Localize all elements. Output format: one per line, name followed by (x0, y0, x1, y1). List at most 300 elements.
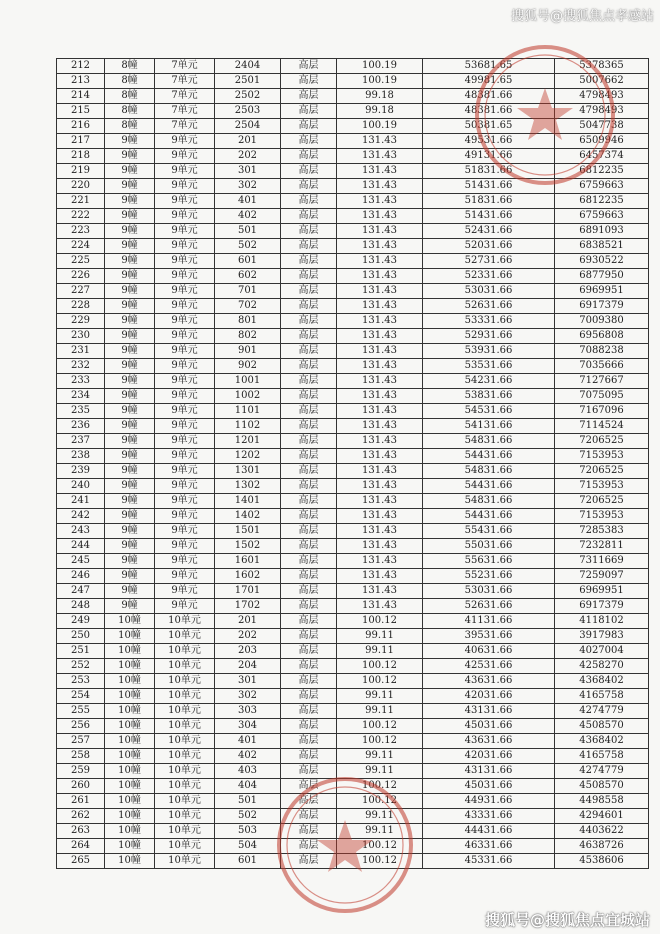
row-number-cell: 256 (57, 719, 105, 734)
building-cell: 9幢 (105, 359, 155, 374)
building-cell: 9幢 (105, 269, 155, 284)
unit-cell: 7单元 (155, 74, 215, 89)
table-row (57, 464, 649, 479)
unit-cell: 9单元 (155, 569, 215, 584)
unit-price-cell: 52931.66 (423, 329, 555, 344)
unit-cell: 9单元 (155, 419, 215, 434)
total-price-cell: 6917379 (555, 599, 649, 614)
building-cell: 8幢 (105, 89, 155, 104)
unit-price-cell: 52031.66 (423, 239, 555, 254)
total-price-cell: 4798493 (555, 104, 649, 119)
row-number-cell: 250 (57, 629, 105, 644)
table-row (57, 329, 649, 344)
area-cell: 131.43 (337, 434, 423, 449)
building-type-cell: 高层 (281, 749, 337, 764)
building-cell: 9幢 (105, 404, 155, 419)
unit-cell: 10单元 (155, 749, 215, 764)
unit-cell: 9单元 (155, 194, 215, 209)
area-cell: 131.43 (337, 179, 423, 194)
unit-cell: 9单元 (155, 134, 215, 149)
unit-cell: 7单元 (155, 119, 215, 134)
room-number-cell: 1002 (215, 389, 281, 404)
row-number-cell: 229 (57, 314, 105, 329)
row-number-cell: 245 (57, 554, 105, 569)
unit-cell: 10单元 (155, 644, 215, 659)
row-number-cell: 231 (57, 344, 105, 359)
room-number-cell: 501 (215, 794, 281, 809)
building-cell: 9幢 (105, 374, 155, 389)
building-type-cell: 高层 (281, 539, 337, 554)
building-cell: 9幢 (105, 194, 155, 209)
building-type-cell: 高层 (281, 59, 337, 74)
table-row (57, 854, 649, 869)
unit-cell: 9单元 (155, 539, 215, 554)
total-price-cell: 7009380 (555, 314, 649, 329)
total-price-cell: 4118102 (555, 614, 649, 629)
building-type-cell: 高层 (281, 644, 337, 659)
unit-cell: 10单元 (155, 659, 215, 674)
table-row (57, 824, 649, 839)
room-number-cell: 1202 (215, 449, 281, 464)
room-number-cell: 202 (215, 629, 281, 644)
area-cell: 131.43 (337, 524, 423, 539)
building-type-cell: 高层 (281, 824, 337, 839)
table-row (57, 119, 649, 134)
total-price-cell: 6457374 (555, 149, 649, 164)
unit-cell: 7单元 (155, 59, 215, 74)
building-cell: 9幢 (105, 179, 155, 194)
building-cell: 8幢 (105, 104, 155, 119)
area-cell: 100.19 (337, 119, 423, 134)
area-cell: 131.43 (337, 359, 423, 374)
building-cell: 10幢 (105, 719, 155, 734)
building-type-cell: 高层 (281, 239, 337, 254)
row-number-cell: 217 (57, 134, 105, 149)
area-cell: 131.43 (337, 464, 423, 479)
building-cell: 9幢 (105, 329, 155, 344)
table-row (57, 164, 649, 179)
building-cell: 9幢 (105, 554, 155, 569)
unit-cell: 10单元 (155, 704, 215, 719)
unit-cell: 9单元 (155, 374, 215, 389)
unit-price-cell: 43331.66 (423, 809, 555, 824)
room-number-cell: 1301 (215, 464, 281, 479)
total-price-cell: 4538606 (555, 854, 649, 869)
building-cell: 10幢 (105, 824, 155, 839)
unit-price-cell: 43131.66 (423, 764, 555, 779)
room-number-cell: 2501 (215, 74, 281, 89)
unit-cell: 9单元 (155, 584, 215, 599)
row-number-cell: 214 (57, 89, 105, 104)
unit-price-cell: 44431.66 (423, 824, 555, 839)
building-type-cell: 高层 (281, 179, 337, 194)
row-number-cell: 230 (57, 329, 105, 344)
unit-price-cell: 39531.66 (423, 629, 555, 644)
building-cell: 10幢 (105, 734, 155, 749)
room-number-cell: 602 (215, 269, 281, 284)
unit-price-cell: 51431.66 (423, 209, 555, 224)
building-cell: 9幢 (105, 584, 155, 599)
area-cell: 131.43 (337, 314, 423, 329)
total-price-cell: 4798493 (555, 89, 649, 104)
building-cell: 9幢 (105, 314, 155, 329)
table-row (57, 509, 649, 524)
area-cell: 131.43 (337, 269, 423, 284)
room-number-cell: 301 (215, 164, 281, 179)
unit-cell: 10单元 (155, 794, 215, 809)
table-row (57, 269, 649, 284)
room-number-cell: 504 (215, 839, 281, 854)
room-number-cell: 404 (215, 779, 281, 794)
unit-cell: 9单元 (155, 254, 215, 269)
building-type-cell: 高层 (281, 584, 337, 599)
area-cell: 131.43 (337, 539, 423, 554)
total-price-cell: 4027004 (555, 644, 649, 659)
area-cell: 131.43 (337, 299, 423, 314)
row-number-cell: 241 (57, 494, 105, 509)
total-price-cell: 4368402 (555, 734, 649, 749)
table-row (57, 89, 649, 104)
row-number-cell: 232 (57, 359, 105, 374)
price-table (56, 58, 649, 869)
building-type-cell: 高层 (281, 134, 337, 149)
area-cell: 131.43 (337, 494, 423, 509)
area-cell: 100.12 (337, 719, 423, 734)
total-price-cell: 7153953 (555, 479, 649, 494)
row-number-cell: 257 (57, 734, 105, 749)
table-row (57, 674, 649, 689)
building-cell: 9幢 (105, 164, 155, 179)
area-cell: 131.43 (337, 374, 423, 389)
unit-price-cell: 41131.66 (423, 614, 555, 629)
table-row (57, 389, 649, 404)
building-type-cell: 高层 (281, 209, 337, 224)
table-row (57, 374, 649, 389)
room-number-cell: 1302 (215, 479, 281, 494)
room-number-cell: 1401 (215, 494, 281, 509)
unit-price-cell: 55031.66 (423, 539, 555, 554)
unit-cell: 9单元 (155, 389, 215, 404)
row-number-cell: 228 (57, 299, 105, 314)
area-cell: 100.12 (337, 734, 423, 749)
building-cell: 9幢 (105, 344, 155, 359)
table-row (57, 494, 649, 509)
total-price-cell: 7206525 (555, 494, 649, 509)
unit-price-cell: 42031.66 (423, 689, 555, 704)
building-type-cell: 高层 (281, 329, 337, 344)
building-type-cell: 高层 (281, 659, 337, 674)
unit-price-cell: 50381.65 (423, 119, 555, 134)
unit-price-cell: 48381.66 (423, 89, 555, 104)
room-number-cell: 204 (215, 659, 281, 674)
total-price-cell: 5378365 (555, 59, 649, 74)
room-number-cell: 802 (215, 329, 281, 344)
row-number-cell: 213 (57, 74, 105, 89)
room-number-cell: 1101 (215, 404, 281, 419)
area-cell: 131.43 (337, 284, 423, 299)
building-cell: 10幢 (105, 779, 155, 794)
unit-cell: 9单元 (155, 164, 215, 179)
unit-cell: 10单元 (155, 839, 215, 854)
room-number-cell: 401 (215, 194, 281, 209)
building-type-cell: 高层 (281, 404, 337, 419)
room-number-cell: 2503 (215, 104, 281, 119)
watermark-top: 搜狐号@搜狐焦点孝感站 (510, 9, 654, 24)
table-row (57, 179, 649, 194)
room-number-cell: 402 (215, 749, 281, 764)
building-type-cell: 高层 (281, 569, 337, 584)
unit-cell: 9单元 (155, 329, 215, 344)
unit-cell: 9单元 (155, 494, 215, 509)
room-number-cell: 601 (215, 854, 281, 869)
room-number-cell: 203 (215, 644, 281, 659)
area-cell: 131.43 (337, 449, 423, 464)
total-price-cell: 7206525 (555, 434, 649, 449)
room-number-cell: 304 (215, 719, 281, 734)
total-price-cell: 7259097 (555, 569, 649, 584)
total-price-cell: 7311669 (555, 554, 649, 569)
table-row (57, 779, 649, 794)
table-row (57, 134, 649, 149)
unit-price-cell: 54531.66 (423, 404, 555, 419)
building-cell: 9幢 (105, 134, 155, 149)
total-price-cell: 4258270 (555, 659, 649, 674)
room-number-cell: 902 (215, 359, 281, 374)
area-cell: 131.43 (337, 584, 423, 599)
table-row (57, 359, 649, 374)
table-row (57, 299, 649, 314)
area-cell: 99.11 (337, 629, 423, 644)
table-row (57, 239, 649, 254)
price-table-body (57, 59, 649, 869)
building-cell: 10幢 (105, 839, 155, 854)
building-cell: 9幢 (105, 464, 155, 479)
area-cell: 131.43 (337, 569, 423, 584)
unit-price-cell: 54131.66 (423, 419, 555, 434)
table-row (57, 794, 649, 809)
row-number-cell: 223 (57, 224, 105, 239)
table-row (57, 209, 649, 224)
building-cell: 10幢 (105, 659, 155, 674)
building-type-cell: 高层 (281, 794, 337, 809)
row-number-cell: 247 (57, 584, 105, 599)
table-row (57, 839, 649, 854)
building-type-cell: 高层 (281, 614, 337, 629)
row-number-cell: 226 (57, 269, 105, 284)
unit-cell: 9单元 (155, 314, 215, 329)
building-cell: 8幢 (105, 74, 155, 89)
unit-cell: 9单元 (155, 479, 215, 494)
building-type-cell: 高层 (281, 434, 337, 449)
unit-cell: 9单元 (155, 404, 215, 419)
area-cell: 131.43 (337, 224, 423, 239)
table-row (57, 74, 649, 89)
room-number-cell: 701 (215, 284, 281, 299)
room-number-cell: 201 (215, 134, 281, 149)
unit-price-cell: 54831.66 (423, 434, 555, 449)
building-type-cell: 高层 (281, 809, 337, 824)
building-cell: 9幢 (105, 599, 155, 614)
building-type-cell: 高层 (281, 254, 337, 269)
unit-price-cell: 52631.66 (423, 299, 555, 314)
area-cell: 100.12 (337, 674, 423, 689)
building-cell: 9幢 (105, 284, 155, 299)
unit-cell: 9单元 (155, 179, 215, 194)
table-row (57, 719, 649, 734)
table-row (57, 449, 649, 464)
building-type-cell: 高层 (281, 494, 337, 509)
unit-cell: 9单元 (155, 209, 215, 224)
unit-price-cell: 53031.66 (423, 284, 555, 299)
total-price-cell: 7153953 (555, 509, 649, 524)
building-type-cell: 高层 (281, 284, 337, 299)
area-cell: 99.18 (337, 89, 423, 104)
row-number-cell: 251 (57, 644, 105, 659)
building-cell: 10幢 (105, 704, 155, 719)
building-cell: 10幢 (105, 614, 155, 629)
table-row (57, 344, 649, 359)
total-price-cell: 6969951 (555, 584, 649, 599)
total-price-cell: 4403622 (555, 824, 649, 839)
building-type-cell: 高层 (281, 464, 337, 479)
room-number-cell: 901 (215, 344, 281, 359)
total-price-cell: 3917983 (555, 629, 649, 644)
room-number-cell: 1001 (215, 374, 281, 389)
room-number-cell: 202 (215, 149, 281, 164)
row-number-cell: 262 (57, 809, 105, 824)
building-cell: 10幢 (105, 674, 155, 689)
area-cell: 131.43 (337, 134, 423, 149)
table-row (57, 539, 649, 554)
row-number-cell: 243 (57, 524, 105, 539)
unit-price-cell: 54831.66 (423, 494, 555, 509)
building-cell: 10幢 (105, 794, 155, 809)
room-number-cell: 1702 (215, 599, 281, 614)
table-row (57, 584, 649, 599)
row-number-cell: 237 (57, 434, 105, 449)
area-cell: 99.11 (337, 764, 423, 779)
table-row (57, 554, 649, 569)
building-type-cell: 高层 (281, 164, 337, 179)
area-cell: 100.12 (337, 854, 423, 869)
total-price-cell: 7127667 (555, 374, 649, 389)
room-number-cell: 402 (215, 209, 281, 224)
unit-price-cell: 45031.66 (423, 779, 555, 794)
building-cell: 9幢 (105, 569, 155, 584)
unit-price-cell: 45031.66 (423, 719, 555, 734)
table-row (57, 149, 649, 164)
building-cell: 9幢 (105, 524, 155, 539)
area-cell: 131.43 (337, 479, 423, 494)
room-number-cell: 1601 (215, 554, 281, 569)
table-row (57, 314, 649, 329)
row-number-cell: 254 (57, 689, 105, 704)
watermark-bottom: 搜狐号@搜狐焦点宜城站 (484, 911, 650, 929)
row-number-cell: 225 (57, 254, 105, 269)
building-type-cell: 高层 (281, 524, 337, 539)
table-row (57, 104, 649, 119)
table-row (57, 404, 649, 419)
building-type-cell: 高层 (281, 764, 337, 779)
building-type-cell: 高层 (281, 719, 337, 734)
room-number-cell: 503 (215, 824, 281, 839)
table-row (57, 569, 649, 584)
row-number-cell: 252 (57, 659, 105, 674)
row-number-cell: 238 (57, 449, 105, 464)
unit-price-cell: 51831.66 (423, 194, 555, 209)
total-price-cell: 7232811 (555, 539, 649, 554)
total-price-cell: 6917379 (555, 299, 649, 314)
total-price-cell: 7285383 (555, 524, 649, 539)
total-price-cell: 7035666 (555, 359, 649, 374)
building-type-cell: 高层 (281, 779, 337, 794)
area-cell: 131.43 (337, 404, 423, 419)
building-type-cell: 高层 (281, 734, 337, 749)
row-number-cell: 233 (57, 374, 105, 389)
unit-price-cell: 46331.66 (423, 839, 555, 854)
unit-cell: 10单元 (155, 809, 215, 824)
row-number-cell: 220 (57, 179, 105, 194)
unit-cell: 10单元 (155, 764, 215, 779)
area-cell: 131.43 (337, 344, 423, 359)
unit-price-cell: 45331.66 (423, 854, 555, 869)
area-cell: 99.11 (337, 689, 423, 704)
room-number-cell: 1701 (215, 584, 281, 599)
building-cell: 9幢 (105, 434, 155, 449)
room-number-cell: 702 (215, 299, 281, 314)
building-type-cell: 高层 (281, 599, 337, 614)
total-price-cell: 6891093 (555, 224, 649, 239)
area-cell: 131.43 (337, 209, 423, 224)
unit-cell: 10单元 (155, 854, 215, 869)
building-cell: 8幢 (105, 119, 155, 134)
area-cell: 99.18 (337, 104, 423, 119)
area-cell: 99.11 (337, 809, 423, 824)
unit-cell: 9单元 (155, 344, 215, 359)
building-type-cell: 高层 (281, 194, 337, 209)
building-type-cell: 高层 (281, 359, 337, 374)
table-row (57, 749, 649, 764)
unit-cell: 9单元 (155, 599, 215, 614)
room-number-cell: 502 (215, 239, 281, 254)
unit-price-cell: 49531.66 (423, 134, 555, 149)
area-cell: 131.43 (337, 599, 423, 614)
unit-cell: 9单元 (155, 464, 215, 479)
row-number-cell: 244 (57, 539, 105, 554)
total-price-cell: 6812235 (555, 164, 649, 179)
building-cell: 10幢 (105, 854, 155, 869)
row-number-cell: 260 (57, 779, 105, 794)
row-number-cell: 218 (57, 149, 105, 164)
unit-price-cell: 43631.66 (423, 674, 555, 689)
unit-price-cell: 48381.66 (423, 104, 555, 119)
row-number-cell: 263 (57, 824, 105, 839)
total-price-cell: 4638726 (555, 839, 649, 854)
table-row (57, 479, 649, 494)
total-price-cell: 7075095 (555, 389, 649, 404)
total-price-cell: 4294601 (555, 809, 649, 824)
building-type-cell: 高层 (281, 104, 337, 119)
total-price-cell: 7088238 (555, 344, 649, 359)
row-number-cell: 261 (57, 794, 105, 809)
table-row (57, 659, 649, 674)
area-cell: 100.19 (337, 74, 423, 89)
unit-price-cell: 43131.66 (423, 704, 555, 719)
table-row (57, 434, 649, 449)
building-cell: 9幢 (105, 149, 155, 164)
unit-price-cell: 53831.66 (423, 389, 555, 404)
total-price-cell: 7167096 (555, 404, 649, 419)
